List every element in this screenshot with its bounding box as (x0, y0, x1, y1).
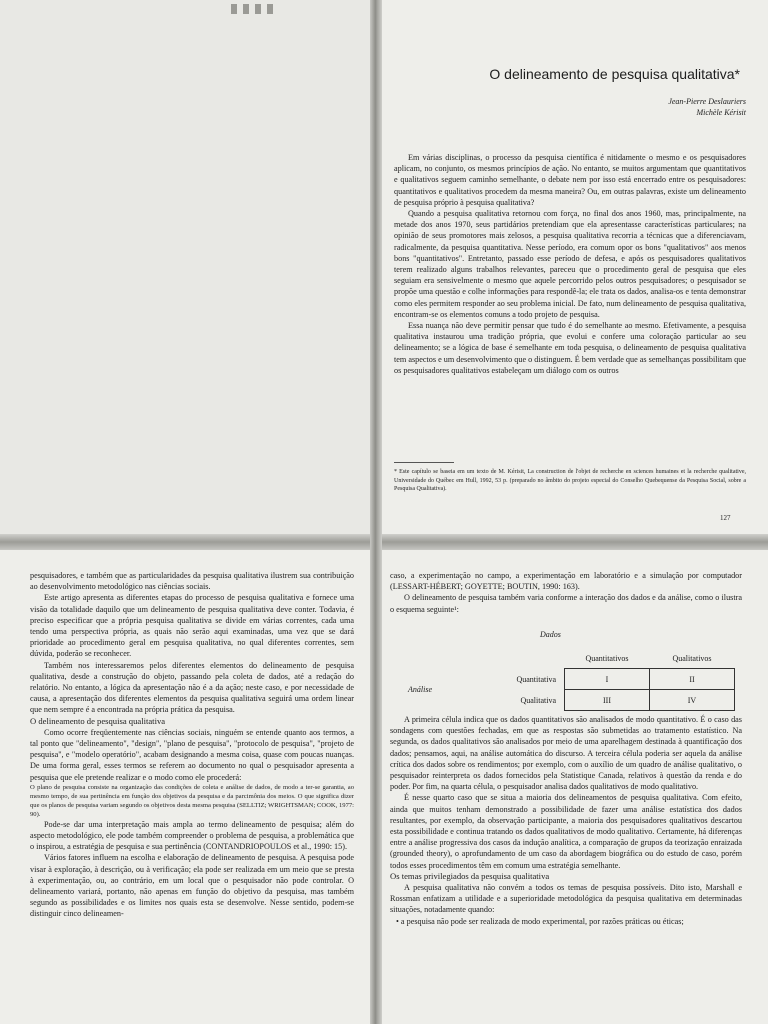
paragraph: Como ocorre freqüentemente nas ciências sociais, ninguém se entende quanto aos termos, a tal ponto que "delineamento", "design", "plano de pesquisa", "protocolo de pesquisa", "projeto de pesquisa", e "modelo operatório", acabam designando a mesma coisa, quase com poucas nuanças. De uma forma geral, esses termos se referem ao documento no qual o pesquisador apresenta a pesquisa que ele pretende realizar e o modo como ele procederá: (30, 727, 354, 782)
book-spine-shadow (370, 0, 382, 1024)
row-label: Qualitativa (520, 695, 556, 705)
scan-artifact (228, 0, 288, 30)
author-name: Michèle Kérisit (696, 108, 746, 117)
paragraph: Essa nuança não deve permitir pensar que tudo é do semelhante ao mesmo. Efetivamente, a pesquisa qualitativa instaurou uma tradição própria, que evolui e confere uma coloração particular ao seu delineamento; se a lógica de base é semelhante em toda pesquisa, o delineamento de pesquisa qualitativa tem aspectos e um desenvolvimento que o distinguem. É bem verdade que as semelhanças possibilitam que os pesquisadores qualitativos estabeleçam um diálogo com os outros (394, 321, 746, 375)
body-text (390, 714, 742, 927)
table-dados-label: Dados (540, 630, 561, 639)
chapter-title: O delineamento de pesquisa qualitativa* (489, 66, 740, 82)
matrix-cell: IV (650, 690, 735, 711)
row-label: Quantitativa (516, 674, 556, 684)
paragraph: Vários fatores influem na escolha e elaboração de delineamento de pesquisa. A pesquisa pode visar à exploração, à descrição, ou à verificação; ela pode ser realizada em um meio que se presta à experimentação, ou, ao contrário, em um local que o pesquisador não pode controlar. O delineamento variará, portanto, não apenas em função do objetivo da pesquisa, mas também segundo as possibilidades e os limites nos quais esta se desenvolve. Nesse sentido, podem-se distinguir cinco delineamen- (30, 853, 354, 919)
block-quote: O plano de pesquisa consiste na organização das condições de coleta e análise de dados, de modo a ter-se garantia, ao mesmo tempo, de sua pertinência em função dos objetivos da pesquisa e da parcimônia dos meios. O que significa dizer que os planos de pesquisa variam segundo os objetivos desta mesma pesquisa (SELLTIZ; WRIGHTSMAN; COOK, 1977: 90). (30, 783, 354, 818)
paragraph: A primeira célula indica que os dados quantitativos são analisados de modo quantitativo. É o caso das sondagens com questões fechadas, em que as respostas são submetidas ao tratamento estatístico. Na segunda, os dados qualitativos são analisados por meio de uma aparelhagem destinada à quantificação dos dados; pensamos, aqui, na análise automática do discurso. A terceira célula poderia ser aquela da análise crítica dos dados sobre os rendimentos; por exemplo, com o auxílio de um quadro de análise qualitativo, o pesquisador reinterpreta os dados fornecidos pela Statistique Canada, relativos à questão da renda e do poder. Por fim, na quarta célula, o pesquisador analisa dados qualitativos de modo qualitativo. (390, 715, 742, 792)
section-heading: Os temas privilegiados da pesquisa qualitativa (390, 870, 550, 881)
body-text (394, 152, 746, 376)
blank-facing-page (0, 0, 372, 535)
author-name: Jean-Pierre Deslauriers (668, 97, 746, 106)
paragraph: O delineamento de pesquisa também varia conforme a interação dos dados e da análise, como o ilustra o esquema seguinte¹: (390, 593, 742, 614)
paragraph: Quando a pesquisa qualitativa retornou com força, no final dos anos 1960, mas, principalmente, na metade dos anos 1970, seus partidários pretendiam que ela apresentasse características particulares; na opinião de seus promotores mais zelosos, a pesquisa qualitativa recorria a técnicas que a diferenciavam, radicalmente, da pesquisa quantitativa. Nesse período, era comum opor os bons "qualitativos" aos menos bons "quantitativos". Entretanto, passado esse período de defesa, e após os pesquisadores qualitativos terem realizado alguns trabalhos relevantes, pareceu que o procedimento geral de pesquisa que eles seguiam era sensivelmente o mesmo que aquele percorrido pelos outros pesquisadores; o pesquisador se propõe uma questão e colhe informações para respondê-la; ele trata os dados, analisa-os e tenta demonstrar como eles permitem responder ao seu problema inicial. De fato, num delineamento de pesquisa qualitativa, encontram-se os elementos comuns a todo projeto de pesquisa. (394, 209, 746, 319)
footnote-divider (394, 462, 454, 463)
body-text (390, 570, 742, 615)
matrix-cell: III (565, 690, 650, 711)
column-header: Qualitativos (672, 653, 712, 663)
paragraph: Este artigo apresenta as diferentes etapas do processo de pesquisa qualitativa e fornece uma visão da totalidade daquilo que um delineamento de pesquisa qualitativa deve conter. Todavia, é preciso especificar que a própria pesquisa qualitativa se divide em várias correntes, cada uma tendo uma perspectiva própria, as quais não serão aqui examinadas, uma vez que se dará prioridade ao procedimento geral em pesquisa qualitativa, no qual diferentes correntes, sem dúvida, poderão se reconhecer. (30, 593, 354, 659)
paragraph: Em várias disciplinas, o processo da pesquisa científica é nitidamente o mesmo e os pesquisadores aplicam, no conjunto, os mesmos princípios de ação. No entanto, se muitos argumentam que quantitativos e qualitativos seguem caminho semelhante, o debate nem por isso está encerrado entre os pesquisadores: quantitativos e qualitativos procedem da mesma maneira? Ou, em outras palavras, existe um delineamento de pesquisa próprio à pesquisa qualitativa? (394, 153, 746, 207)
footnote: * Este capítulo se baseia em um texto de M. Kérisit, La construction de l'objet de recherche en sciences humaines et la recherche qualitative, Universidade do Québec em Hull, 1992, 53 p. (preparado no âmbito do projeto especial do Conselho Quebequense da Pesquisa Social, sobre a Pesquisa Qualitativa). (394, 469, 746, 493)
matrix-cell: I (565, 669, 650, 690)
chapter-authors (460, 96, 746, 118)
bullet-item: • a pesquisa não pode ser realizada de modo experimental, por razões práticas ou éticas; (396, 916, 684, 926)
page-number: 127 (720, 514, 731, 522)
column-header: Quantitativos (585, 653, 629, 663)
paragraph: É nesse quarto caso que se situa a maioria dos delineamentos de pesquisa qualitativa. Com efeito, ainda que muitos tenham demonstrado a possibilidade de fazer uma análise estatística dos dados resultantes, por exemplo, da observação participante, a maioria dos pesquisadores qualitativos descartou esta possibilidade e continua tratando os dados qualitativos de modo qualitativo. Certamente, há diferenças entre a análise progressiva dos casos da indução analítica, a comparação de grupos da teorização enraizada (grounded theory), o aprofundamento de um caso da abordagem biográfica ou do estudo de caso, porém todos esses procedimentos têm em comum uma estratégia semelhante. (390, 793, 742, 870)
paragraph: caso, a experimentação no campo, a experimentação em laboratório e a simulação por computador (LESSART-HÉBERT; GOYETTE; BOUTIN, 1990: 163). (390, 571, 742, 592)
table-analise-label: Análise (408, 685, 432, 694)
matrix-cell: II (650, 669, 735, 690)
paragraph: pesquisadores, e também que as particularidades da pesquisa qualitativa ilustrem sua contribuição ao desenvolvimento metodológico nas ciências sociais. (30, 571, 354, 592)
body-text (30, 570, 354, 920)
paragraph: Pode-se dar uma interpretação mais ampla ao termo delineamento de pesquisa; além do aspecto metodológico, ele pode também compreender o problema de pesquisa, a problemática que o inspirou, a estratégia de pesquisa e sua pertinência (CONTANDRIOPOULOS et al., 1990: 15). (30, 819, 354, 852)
page-bottom-left (0, 548, 372, 1024)
page-bottom-right (380, 548, 768, 1024)
page-fold-horizontal (0, 534, 768, 550)
data-analysis-matrix (404, 648, 735, 711)
paragraph: A pesquisa qualitativa não convém a todos os temas de pesquisa possíveis. Dito isto, Marshall e Rossman enfatizam a utilidade e a superioridade metodológica da pesquisa qualitativa em determinadas situações, notadamente quando: (390, 883, 742, 915)
section-heading: O delineamento de pesquisa qualitativa (30, 715, 166, 726)
page-127 (380, 0, 768, 535)
paragraph: Também nos interessaremos pelos diferentes elementos do delineamento de pesquisa qualitativa, desde a construção do objeto, passando pela coleta de dados, até a redação do relatório. No entanto, a lógica da apresentação não é a da ação; neste caso, e por necessidade de causa, a apresentação dos diferentes elementos da pesquisa qualitativa seguirá uma ordem linear que nem sempre é a encontrada na própria prática da pesquisa. (30, 660, 354, 715)
